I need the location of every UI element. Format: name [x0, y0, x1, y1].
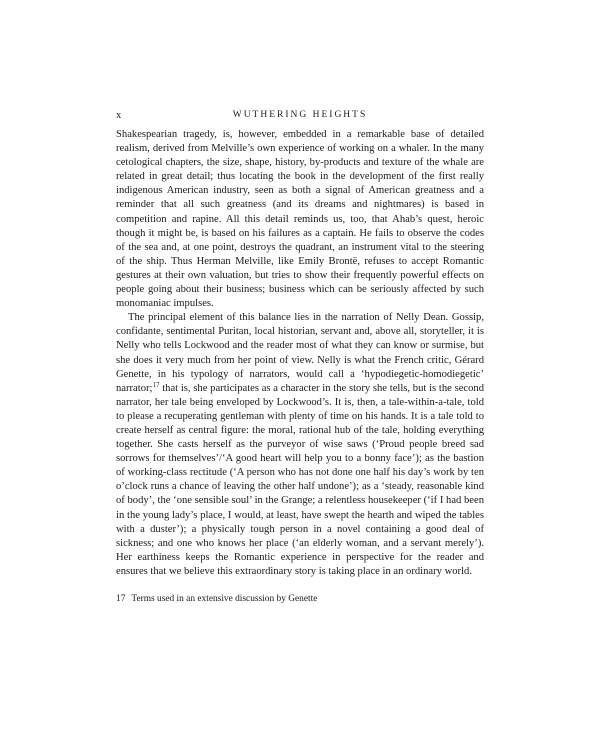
paragraph-2-text-before-note: The principal element of this balance lies in the narration of Nelly Dean. Gossip, confidante, sentimental Puritan, local historian, servant and, above all, storyteller, it is Nelly who tells Lockwood and the reader most of what they can know or surmise, but she does it very much from her point of view. Nelly is what the French critic, Gérard Genette, in his typology of narrators, would call a ‘hypodiegetic-homodiegetic’ narrator; [116, 312, 484, 394]
body-text [116, 128, 484, 579]
paragraph-1: Shakespearian tragedy, is, however, embedded in a remarkable base of detailed realism, derived from Melville’s own experience of working on a whaler. In the many cetological chapters, the size, shape, history, by-products and texture of the whale are related in great detail; thus locating the book in the development of the first really indigenous American industry, seen as both a signal of American greatness and a reminder that all such greatness (and its dreams and nightmares) is based in competition and rapine. All this detail reminds us, too, that Ahab’s quest, heroic though it might be, is based on his failures as a captain. He fails to observe the codes of the sea and, at one point, destroys the quadrant, an instrument vital to the steering of the ship. Thus Herman Melville, like Emily Brontë, refuses to accept Romantic gestures at their own valuation, but tries to show their frequently powerful effects on people going about their business; business which can be seriously affected by such monomaniac impulses. [116, 129, 484, 310]
footnote-text: Terms used in an extensive discussion by Genette [131, 594, 318, 604]
paragraph-2-text-after-note: that is, she participates as a character in the story she tells, but is the second narrator, her tale being enveloped by Lockwood’s. It is, then, a tale-within-a-tale, told to please a recuperating gentleman with plenty of time on his hands. It is a tale told to create herself as central figure: the moral, rational hub of the tale, holding everything together. She casts herself as the purveyor of wise saws (‘Proud people breed sad sorrows for themselves’/‘A good heart will help you to a bonny face’); as the bastion of working-class rectitude (‘A person who has not done one half his day’s work by ten o’clock runs a chance of leaving the other half undone’); as a ‘steady, reasonable kind of body’, the ‘one sensible soul’ in the Grange; a relentless housekeeper (‘if I had been in the young lady’s place, I would, at least, have swept the hearth and wiped the tables with a duster’); a physically tough person in a novel containing a good deal of sickness; and one who knows her place (‘an elderly woman, and a servant merely’). Her earthiness keeps the Romantic experience in perspective for the reader and ensures that we believe this extraordinary story is taking place in an ordinary world. [116, 382, 484, 577]
footnote-number: 17 [116, 594, 126, 604]
page-number: x [116, 110, 122, 121]
paragraph-2 [116, 311, 484, 579]
running-head [116, 110, 484, 126]
footnote-reference: 17 [152, 380, 160, 389]
book-page [116, 110, 484, 605]
footnote [116, 593, 484, 605]
running-title: WUTHERING HEIGHTS [232, 110, 368, 120]
